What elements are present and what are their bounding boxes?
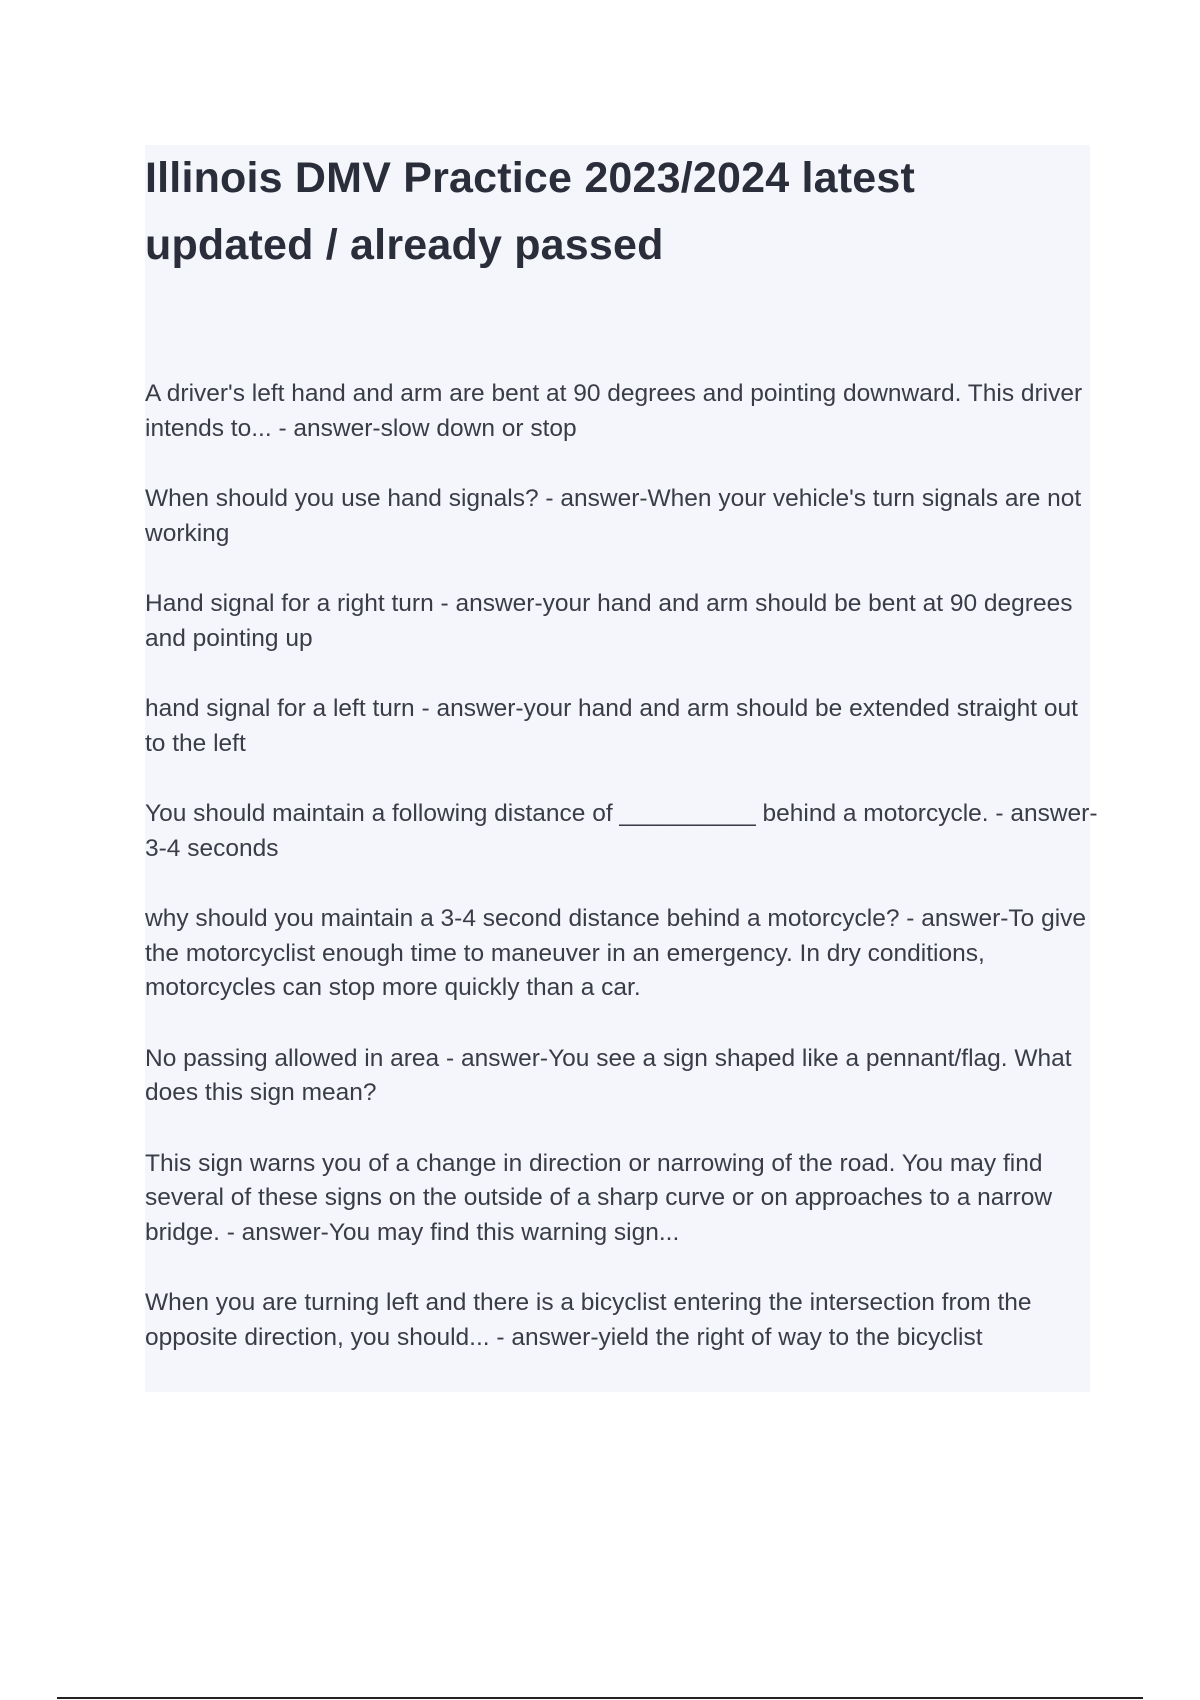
qa-item: No passing allowed in area - answer-You see a sign shaped like a pennant/flag. What does this sign mean? [145, 1044, 1072, 1106]
qa-item: This sign warns you of a change in direction or narrowing of the road. You may find several of these signs on the outside of a sharp curve or on approaches to a narrow bridge. - answer-You may find this warning sign... [145, 1149, 1053, 1246]
title-line-1: Illinois DMV Practice 2023/2024 latest [145, 154, 916, 202]
qa-list [145, 377, 1105, 1391]
document-title [145, 145, 1090, 279]
title-line-2: updated / already passed [145, 221, 664, 269]
footer-divider [57, 1697, 1143, 1699]
content-block [145, 145, 1098, 1392]
qa-item: hand signal for a left turn - answer-your hand and arm should be extended straight out to the left [145, 695, 1078, 757]
qa-item: why should you maintain a 3-4 second distance behind a motorcycle? - answer-To give the motorcyclist enough time to maneuver in an emergency. In dry conditions, motorcycles can stop more quickly than a car. [145, 905, 1087, 1001]
qa-item: You should maintain a following distance of __________ behind a motorcycle. - answer-3-4 seconds [145, 800, 1098, 862]
qa-item: When you are turning left and there is a bicyclist entering the intersection from the opposite direction, you should... - answer-yield the right of way to the bicyclist [145, 1289, 1032, 1351]
qa-item: When should you use hand signals? - answer-When your vehicle's turn signals are not working [145, 485, 1082, 547]
qa-item: A driver's left hand and arm are bent at 90 degrees and pointing downward. This driver intends to... - answer-slow down or stop [145, 380, 1083, 442]
qa-item: Hand signal for a right turn - answer-your hand and arm should be bent at 90 degrees and pointing up [145, 590, 1073, 652]
